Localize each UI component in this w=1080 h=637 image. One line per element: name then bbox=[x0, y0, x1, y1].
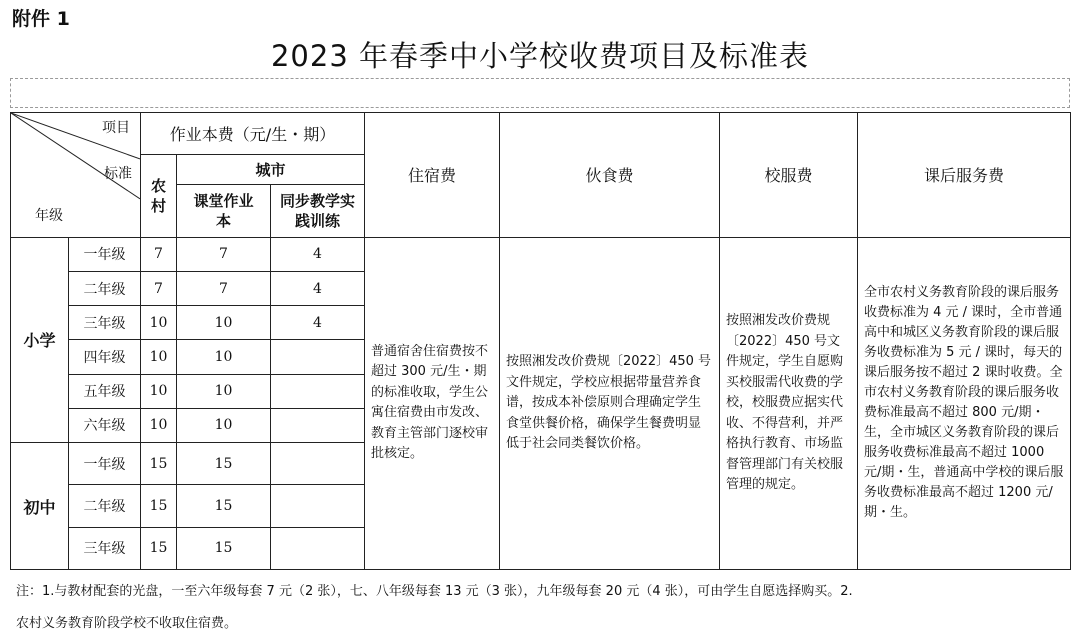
primary-school-label: 小学 bbox=[11, 237, 69, 442]
meals-header: 伙食费 bbox=[500, 113, 720, 238]
classroom-workbook-header: 课堂作业本 bbox=[177, 185, 271, 237]
grade-cell: 二年级 bbox=[69, 272, 141, 306]
sync-value bbox=[271, 340, 365, 374]
rural-value: 15 bbox=[141, 527, 177, 569]
junior-school-label: 初中 bbox=[11, 443, 69, 570]
corner-header-cell bbox=[11, 113, 141, 238]
grade-cell: 四年级 bbox=[69, 340, 141, 374]
fee-table bbox=[10, 112, 1071, 570]
rural-value: 7 bbox=[141, 272, 177, 306]
lodging-description: 普通宿舍住宿费按不超过 300 元/生・期的标准收取，学生公寓住宿费由市发改、教育主管部门逐校审批核定。 bbox=[365, 237, 500, 569]
corner-item-label: 项目 bbox=[102, 120, 130, 136]
sync-value bbox=[271, 443, 365, 485]
sync-value bbox=[271, 374, 365, 408]
footnote-line-2: 农村义务教育阶段学校不收取住宿费。 bbox=[16, 616, 238, 631]
classroom-value: 15 bbox=[177, 485, 271, 527]
sync-value bbox=[271, 408, 365, 442]
attachment-label: 附件 1 bbox=[12, 8, 70, 30]
sync-value: 4 bbox=[271, 272, 365, 306]
dashed-placeholder-box bbox=[10, 78, 1070, 108]
sync-value bbox=[271, 527, 365, 569]
rural-value: 15 bbox=[141, 443, 177, 485]
uniform-description: 按照湘发改价费规〔2022〕450 号文件规定，学生自愿购买校服需代收费的学校，校服费应据实代收、不得营利，并严格执行教育、市场监督管理部门有关校服管理的规定。 bbox=[720, 237, 858, 569]
table-row bbox=[11, 237, 1071, 271]
footnote-line-1: 注：1.与教材配套的光盘，一至六年级每套 7 元（2 张），七、八年级每套 13 元（3 张），九年级每套 20 元（4 张），可由学生自愿选择购买。2. bbox=[16, 584, 853, 599]
corner-grade-label: 年级 bbox=[35, 208, 63, 224]
grade-cell: 三年级 bbox=[69, 306, 141, 340]
rural-value: 15 bbox=[141, 485, 177, 527]
grade-cell: 一年级 bbox=[69, 237, 141, 271]
sync-practice-header: 同步教学实践训练 bbox=[271, 185, 365, 237]
after-school-description: 全市农村义务教育阶段的课后服务收费标准为 4 元 / 课时，全市普通高中和城区义务教育阶段的课后服务收费标准为 5 元 / 课时，每天的课后服务按不超过 2 课时收费。全市农村义务教育阶段的课后服务收费标准最高不超过 800 元/期・生，全市城区义务教育阶段的课后服务收费标准最高不超过 1000 元/期・生，普通高中学校的课后服务收费标准最高不超过 1200 元/期・生。 bbox=[858, 237, 1071, 569]
rural-header: 农村 bbox=[141, 155, 177, 238]
rural-value: 10 bbox=[141, 408, 177, 442]
classroom-value: 10 bbox=[177, 340, 271, 374]
classroom-value: 7 bbox=[177, 237, 271, 271]
sync-value: 4 bbox=[271, 306, 365, 340]
rural-value: 7 bbox=[141, 237, 177, 271]
sync-value bbox=[271, 485, 365, 527]
city-header: 城市 bbox=[177, 155, 365, 185]
after-school-header: 课后服务费 bbox=[858, 113, 1071, 238]
classroom-value: 10 bbox=[177, 306, 271, 340]
sync-value: 4 bbox=[271, 237, 365, 271]
rural-value: 10 bbox=[141, 340, 177, 374]
classroom-value: 7 bbox=[177, 272, 271, 306]
grade-cell: 二年级 bbox=[69, 485, 141, 527]
grade-cell: 三年级 bbox=[69, 527, 141, 569]
corner-standard-label: 标准 bbox=[104, 166, 132, 182]
grade-cell: 五年级 bbox=[69, 374, 141, 408]
classroom-value: 15 bbox=[177, 527, 271, 569]
grade-cell: 六年级 bbox=[69, 408, 141, 442]
rural-value: 10 bbox=[141, 306, 177, 340]
workbook-fee-header: 作业本费（元/生・期） bbox=[141, 113, 365, 155]
classroom-value: 10 bbox=[177, 408, 271, 442]
rural-value: 10 bbox=[141, 374, 177, 408]
classroom-value: 10 bbox=[177, 374, 271, 408]
lodging-header: 住宿费 bbox=[365, 113, 500, 238]
page-title: 2023 年春季中小学校收费项目及标准表 bbox=[270, 39, 810, 73]
classroom-value: 15 bbox=[177, 443, 271, 485]
grade-cell: 一年级 bbox=[69, 443, 141, 485]
meals-description: 按照湘发改价费规〔2022〕450 号文件规定，学校应根据带量营养食谱，按成本补偿原则合理确定学生食堂供餐价格，确保学生餐费明显低于社会同类餐饮价格。 bbox=[500, 237, 720, 569]
uniform-header: 校服费 bbox=[720, 113, 858, 238]
